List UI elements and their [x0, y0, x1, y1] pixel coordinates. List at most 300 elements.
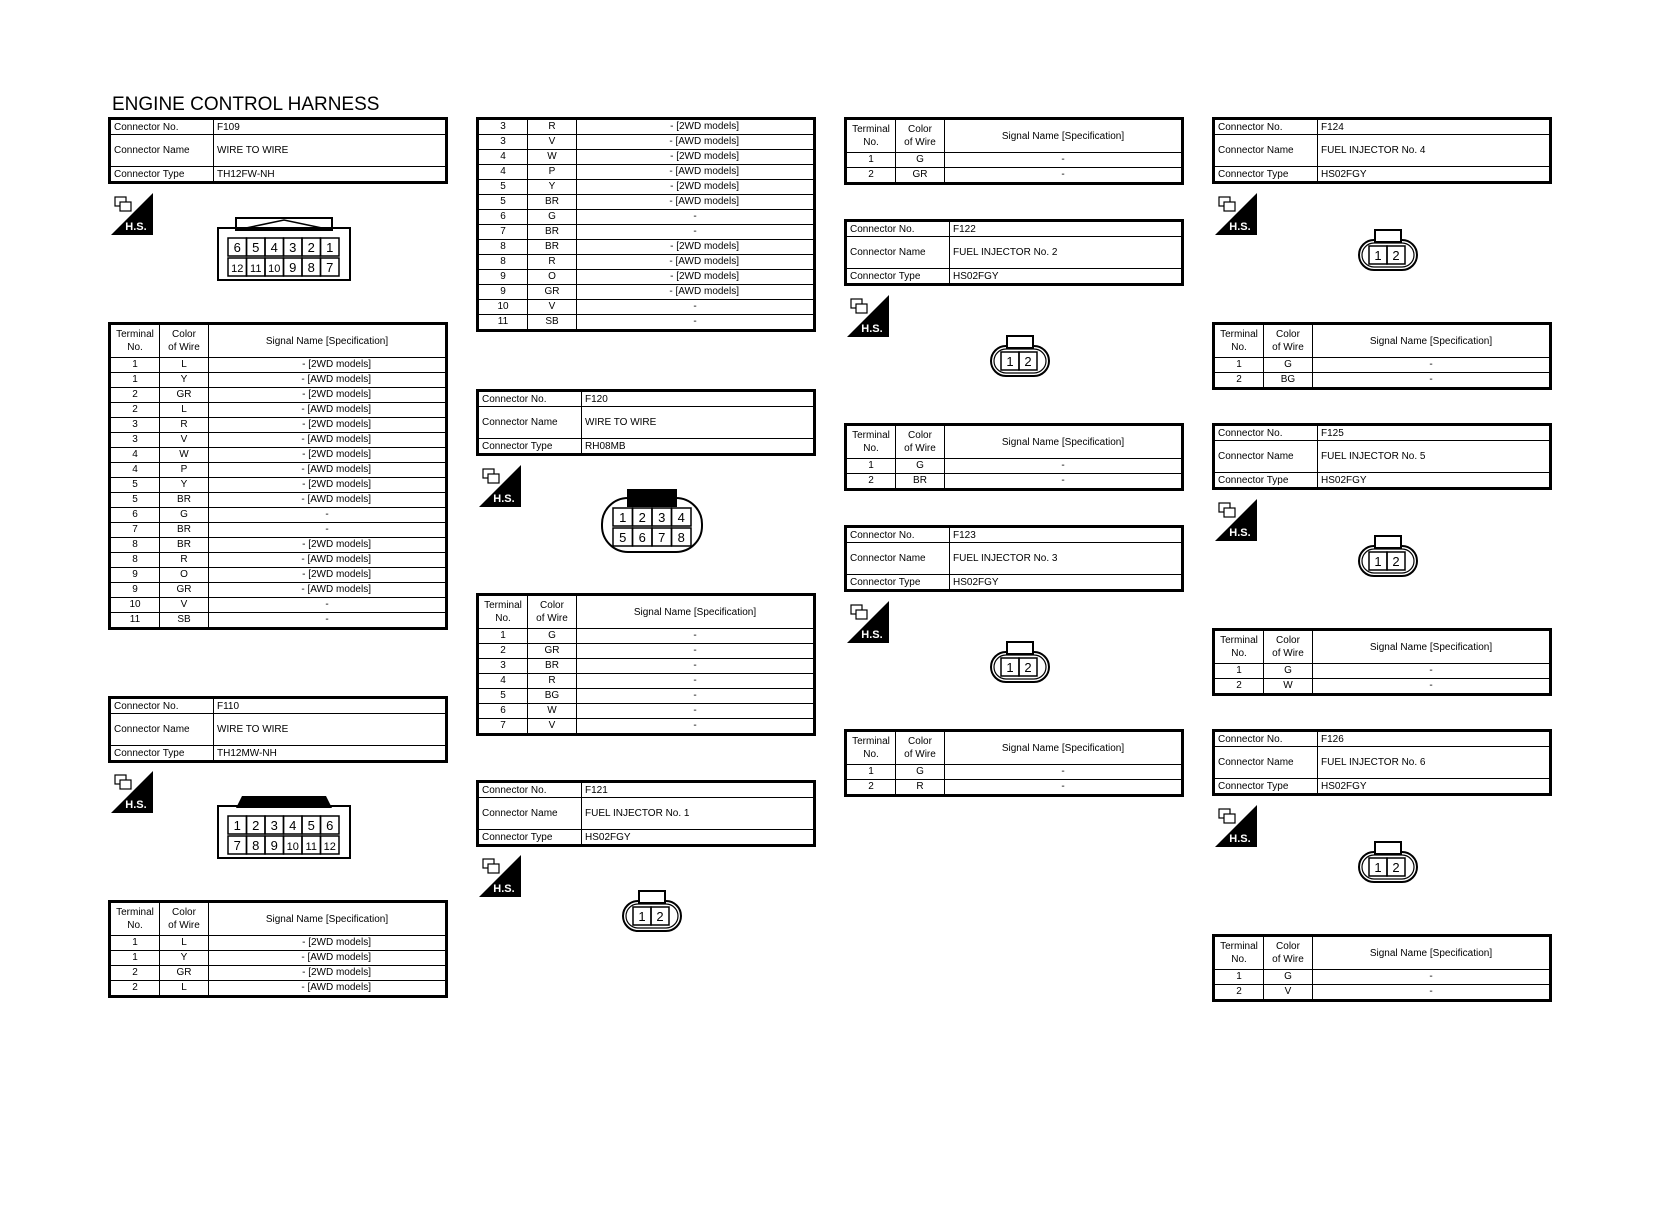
terminal-no-header — [1214, 630, 1264, 664]
terminal-header-line2: No. — [127, 920, 143, 931]
connector-no-row — [478, 782, 815, 798]
pin-number: 2 — [1392, 860, 1400, 875]
connector-no-row — [1214, 425, 1551, 441]
pin-number: 11 — [250, 263, 262, 275]
connector-type-value: HS02FGY — [950, 575, 1183, 591]
pin-number: 8 — [677, 530, 685, 545]
wire-color: L — [160, 358, 209, 373]
hs-label: H.S. — [1229, 833, 1251, 845]
terminal-header-line1: Terminal — [852, 736, 890, 747]
connector-no-value: F125 — [1318, 425, 1551, 441]
terminal-no: 9 — [478, 270, 528, 285]
wire-color: O — [528, 270, 577, 285]
signal-name: - [2WD models] — [577, 150, 815, 165]
wire-color: SB — [160, 613, 209, 629]
connector-name-value: FUEL INJECTOR No. 5 — [1318, 441, 1551, 473]
terminal-no: 9 — [478, 285, 528, 300]
color-of-wire-header — [1264, 324, 1313, 358]
table-row — [846, 168, 1183, 184]
connector-type-value: HS02FGY — [1318, 167, 1551, 183]
table-row — [1214, 373, 1551, 389]
terminal-no: 1 — [1214, 358, 1264, 373]
table-row — [478, 150, 815, 165]
wire-color: O — [160, 568, 209, 583]
connector-name-row — [110, 135, 447, 167]
terminal-no: 7 — [478, 225, 528, 240]
terminal-no-header — [846, 119, 896, 153]
hs-label: H.S. — [125, 799, 147, 811]
color-header-line1: Color — [908, 430, 932, 441]
pin-number: 7 — [658, 530, 666, 545]
signal-name: - — [577, 629, 815, 644]
signal-name: - [2WD models] — [209, 568, 447, 583]
connector-name-row — [846, 237, 1183, 269]
connector-no-row — [478, 391, 815, 407]
connector-face-f123 — [987, 638, 1053, 686]
connector-name-row — [1214, 135, 1551, 167]
table-row — [478, 659, 815, 674]
wire-color: GR — [160, 966, 209, 981]
connector-name-value: WIRE TO WIRE — [214, 714, 447, 746]
signal-name: - [2WD models] — [577, 270, 815, 285]
wire-color: Y — [160, 478, 209, 493]
connector-name-value: FUEL INJECTOR No. 3 — [950, 543, 1183, 575]
signal-name: - — [209, 523, 447, 538]
wire-color: V — [1264, 985, 1313, 1001]
color-header-line2: of Wire — [168, 920, 200, 931]
signal-name-header: Signal Name [Specification] — [945, 425, 1183, 459]
pin-number: 8 — [307, 260, 315, 275]
terminal-no: 1 — [110, 951, 160, 966]
connector-type-row — [1214, 167, 1551, 183]
terminal-header-line1: Terminal — [116, 907, 154, 918]
wire-color: L — [160, 403, 209, 418]
signal-name: - — [209, 598, 447, 613]
connector-name-label: Connector Name — [110, 714, 214, 746]
terminal-no: 1 — [110, 373, 160, 388]
terminal-no-header — [1214, 936, 1264, 970]
pin-number: 4 — [270, 240, 278, 255]
table-row — [110, 598, 447, 613]
table-row — [846, 153, 1183, 168]
table-row — [110, 373, 447, 388]
pin-number: 7 — [233, 838, 241, 853]
table-row — [110, 478, 447, 493]
connector-type-value: TH12FW-NH — [214, 167, 447, 183]
terminal-header-line1: Terminal — [852, 430, 890, 441]
signal-name: - — [577, 225, 815, 240]
connector-no-value: F124 — [1318, 119, 1551, 135]
terminal-header-line2: No. — [1231, 342, 1247, 353]
signal-name: - [2WD models] — [209, 448, 447, 463]
terminal-no: 1 — [846, 153, 896, 168]
wire-color: P — [160, 463, 209, 478]
terminal-no: 2 — [110, 388, 160, 403]
table-row — [110, 358, 447, 373]
signal-name: - — [1313, 985, 1551, 1001]
terminal-no: 11 — [478, 315, 528, 331]
connector-no-value: F110 — [214, 698, 447, 714]
signal-name: - [2WD models] — [577, 119, 815, 135]
terminal-no: 5 — [478, 180, 528, 195]
terminal-no-header — [846, 731, 896, 765]
connector-type-label: Connector Type — [846, 269, 950, 285]
connector-type-value: HS02FGY — [950, 269, 1183, 285]
table-row — [478, 195, 815, 210]
pin-number: 9 — [270, 838, 278, 853]
wire-color: BR — [896, 474, 945, 490]
pin-table-header — [478, 595, 815, 629]
color-header-line2: of Wire — [904, 137, 936, 148]
connector-type-value: HS02FGY — [1318, 779, 1551, 795]
signal-name: - [2WD models] — [577, 180, 815, 195]
pin-number: 2 — [1392, 248, 1400, 263]
terminal-no: 4 — [478, 165, 528, 180]
signal-name: - [AWD models] — [209, 981, 447, 997]
wire-color: Y — [160, 951, 209, 966]
connector-type-row — [846, 269, 1183, 285]
table-row — [110, 463, 447, 478]
connector-no-value: F122 — [950, 221, 1183, 237]
connector-face-f126 — [1355, 838, 1421, 886]
pin-number: 6 — [326, 818, 334, 833]
hs-label: H.S. — [493, 493, 515, 505]
connector-type-label: Connector Type — [1214, 167, 1318, 183]
wire-color: R — [528, 119, 577, 135]
connector-no-row — [110, 698, 447, 714]
wire-color: G — [896, 459, 945, 474]
terminal-no: 8 — [478, 240, 528, 255]
terminal-no: 8 — [110, 538, 160, 553]
pin-number: 6 — [233, 240, 241, 255]
wire-color: W — [528, 704, 577, 719]
wire-color: V — [528, 300, 577, 315]
connector-type-label: Connector Type — [110, 167, 214, 183]
pin-number: 12 — [231, 263, 244, 275]
connector-no-label: Connector No. — [1214, 119, 1318, 135]
color-header-line2: of Wire — [1272, 648, 1304, 659]
pin-table-f122 — [844, 423, 1184, 491]
pin-table-f109 — [108, 322, 448, 630]
pin-table-header — [110, 902, 447, 936]
signal-name: - [2WD models] — [577, 240, 815, 255]
terminal-no: 1 — [846, 459, 896, 474]
connector-no-value: F126 — [1318, 731, 1551, 747]
table-row — [110, 523, 447, 538]
pin-number: 1 — [1006, 660, 1014, 675]
color-of-wire-header — [896, 731, 945, 765]
table-row — [846, 474, 1183, 490]
connector-no-row — [846, 221, 1183, 237]
table-row — [478, 135, 815, 150]
connector-name-label: Connector Name — [1214, 747, 1318, 779]
table-row — [110, 981, 447, 997]
connector-type-label: Connector Type — [110, 746, 214, 762]
signal-name: - — [1313, 679, 1551, 695]
connector-no-value: F120 — [582, 391, 815, 407]
pin-number: 4 — [289, 818, 297, 833]
signal-name: - [AWD models] — [577, 195, 815, 210]
signal-name: - — [577, 689, 815, 704]
pin-number: 3 — [289, 240, 297, 255]
pin-number: 1 — [326, 240, 334, 255]
terminal-no: 10 — [110, 598, 160, 613]
table-row — [478, 644, 815, 659]
pin-number: 5 — [619, 530, 627, 545]
table-row — [110, 433, 447, 448]
terminal-no: 8 — [478, 255, 528, 270]
terminal-header-line2: No. — [127, 342, 143, 353]
terminal-no: 5 — [110, 478, 160, 493]
terminal-no: 1 — [478, 629, 528, 644]
signal-name-header: Signal Name [Specification] — [577, 595, 815, 629]
signal-name: - — [945, 474, 1183, 490]
terminal-header-line2: No. — [863, 749, 879, 760]
signal-name: - [AWD models] — [209, 433, 447, 448]
table-row — [478, 210, 815, 225]
terminal-header-line2: No. — [1231, 954, 1247, 965]
wire-color: BR — [528, 195, 577, 210]
pin-table-f110-continued — [476, 117, 816, 332]
wire-color: P — [528, 165, 577, 180]
wire-color: G — [528, 210, 577, 225]
pin-table-header — [1214, 936, 1551, 970]
pin-number: 10 — [286, 841, 299, 853]
connector-name-value: FUEL INJECTOR No. 6 — [1318, 747, 1551, 779]
connector-type-row — [110, 167, 447, 183]
wire-color: G — [160, 508, 209, 523]
table-row — [1214, 664, 1551, 679]
connector-type-label: Connector Type — [478, 439, 582, 455]
pin-number: 11 — [305, 841, 317, 853]
wire-color: W — [1264, 679, 1313, 695]
hs-icon — [1215, 193, 1257, 235]
connector-name-label: Connector Name — [1214, 441, 1318, 473]
terminal-header-line2: No. — [495, 613, 511, 624]
connector-name-label: Connector Name — [846, 237, 950, 269]
terminal-header-line1: Terminal — [484, 600, 522, 611]
wire-color: GR — [528, 644, 577, 659]
connector-face-f110 — [216, 794, 352, 860]
pin-number: 4 — [677, 510, 685, 525]
pin-number: 1 — [1006, 354, 1014, 369]
table-row — [478, 165, 815, 180]
connector-no-label: Connector No. — [478, 782, 582, 798]
pin-number: 1 — [1374, 554, 1382, 569]
connector-name-row — [478, 798, 815, 830]
table-row — [110, 418, 447, 433]
connector-type-value: RH08MB — [582, 439, 815, 455]
wire-color: BR — [160, 523, 209, 538]
hs-icon — [1215, 805, 1257, 847]
table-row — [478, 240, 815, 255]
pin-number: 2 — [656, 909, 664, 924]
table-row — [110, 538, 447, 553]
wire-color: GR — [160, 583, 209, 598]
pin-number: 7 — [326, 260, 334, 275]
connector-name-label: Connector Name — [846, 543, 950, 575]
signal-name: - [AWD models] — [209, 493, 447, 508]
wire-color: GR — [528, 285, 577, 300]
pin-number: 1 — [1374, 248, 1382, 263]
terminal-header-line1: Terminal — [1220, 941, 1258, 952]
pin-number: 1 — [1374, 860, 1382, 875]
terminal-no: 2 — [846, 780, 896, 796]
table-row — [478, 119, 815, 135]
wire-color: W — [160, 448, 209, 463]
wire-color: G — [1264, 970, 1313, 985]
pin-number: 2 — [638, 510, 646, 525]
terminal-no: 10 — [478, 300, 528, 315]
hs-icon — [111, 193, 153, 235]
signal-name-header: Signal Name [Specification] — [1313, 936, 1551, 970]
connector-name-row — [1214, 441, 1551, 473]
pin-number: 2 — [1024, 354, 1032, 369]
wire-color: Y — [160, 373, 209, 388]
hs-icon — [479, 465, 521, 507]
connector-face-f124 — [1355, 226, 1421, 274]
connector-no-row — [110, 119, 447, 135]
connector-no-label: Connector No. — [1214, 731, 1318, 747]
wire-color: BG — [528, 689, 577, 704]
signal-name: - — [945, 153, 1183, 168]
pin-number: 1 — [638, 909, 646, 924]
table-row — [110, 613, 447, 629]
signal-name: - [2WD models] — [209, 478, 447, 493]
terminal-no-header — [110, 324, 160, 358]
connector-name-label: Connector Name — [110, 135, 214, 167]
terminal-no: 1 — [1214, 970, 1264, 985]
table-row — [478, 255, 815, 270]
pin-number: 9 — [289, 260, 297, 275]
connector-face-f109 — [216, 216, 352, 282]
color-of-wire-header — [528, 595, 577, 629]
table-row — [846, 780, 1183, 796]
connector-type-label: Connector Type — [478, 830, 582, 846]
color-of-wire-header — [896, 425, 945, 459]
connector-info-f121 — [476, 780, 816, 847]
connector-type-row — [846, 575, 1183, 591]
color-of-wire-header — [896, 119, 945, 153]
table-row — [478, 704, 815, 719]
wire-color: G — [896, 153, 945, 168]
pin-number: 2 — [1024, 660, 1032, 675]
table-row — [110, 951, 447, 966]
signal-name: - — [1313, 664, 1551, 679]
connector-face-f122 — [987, 332, 1053, 380]
pin-number: 8 — [252, 838, 260, 853]
terminal-no: 2 — [478, 644, 528, 659]
connector-no-label: Connector No. — [478, 391, 582, 407]
color-header-line1: Color — [172, 907, 196, 918]
hs-icon — [847, 601, 889, 643]
terminal-no: 3 — [478, 659, 528, 674]
signal-name: - — [945, 765, 1183, 780]
wire-color: V — [160, 598, 209, 613]
terminal-header-line1: Terminal — [852, 124, 890, 135]
table-row — [478, 285, 815, 300]
hs-label: H.S. — [1229, 221, 1251, 233]
pin-table-f110 — [108, 900, 448, 998]
wire-color: V — [528, 719, 577, 735]
signal-name: - — [577, 315, 815, 331]
terminal-no: 6 — [478, 704, 528, 719]
terminal-header-line1: Terminal — [1220, 635, 1258, 646]
signal-name: - — [1313, 373, 1551, 389]
signal-name: - [2WD models] — [209, 418, 447, 433]
table-row — [110, 936, 447, 951]
connector-name-value: FUEL INJECTOR No. 2 — [950, 237, 1183, 269]
table-row — [846, 765, 1183, 780]
terminal-no: 2 — [110, 403, 160, 418]
table-row — [1214, 985, 1551, 1001]
wire-color: Y — [528, 180, 577, 195]
terminal-no: 2 — [846, 168, 896, 184]
terminal-no: 9 — [110, 583, 160, 598]
connector-no-label: Connector No. — [846, 527, 950, 543]
connector-no-row — [1214, 731, 1551, 747]
terminal-no: 7 — [478, 719, 528, 735]
connector-no-row — [846, 527, 1183, 543]
signal-name: - — [577, 659, 815, 674]
table-row — [478, 300, 815, 315]
signal-name: - [AWD models] — [209, 403, 447, 418]
table-row — [478, 180, 815, 195]
signal-name-header: Signal Name [Specification] — [1313, 324, 1551, 358]
wire-color: R — [160, 553, 209, 568]
pin-table-f125 — [1212, 628, 1552, 696]
connector-info-f124 — [1212, 117, 1552, 184]
pin-table-header — [846, 425, 1183, 459]
pin-number: 5 — [252, 240, 260, 255]
terminal-no-header — [478, 595, 528, 629]
signal-name: - — [577, 300, 815, 315]
wire-color: R — [528, 674, 577, 689]
pin-number: 10 — [268, 263, 281, 275]
terminal-no: 6 — [478, 210, 528, 225]
connector-type-label: Connector Type — [1214, 473, 1318, 489]
page-title: ENGINE CONTROL HARNESS — [112, 94, 380, 115]
connector-name-label: Connector Name — [1214, 135, 1318, 167]
connector-name-row — [110, 714, 447, 746]
connector-type-label: Connector Type — [846, 575, 950, 591]
terminal-no: 8 — [110, 553, 160, 568]
connector-type-value: TH12MW-NH — [214, 746, 447, 762]
color-header-line2: of Wire — [904, 749, 936, 760]
terminal-no: 2 — [846, 474, 896, 490]
color-header-line2: of Wire — [536, 613, 568, 624]
connector-name-label: Connector Name — [478, 407, 582, 439]
connector-name-value: FUEL INJECTOR No. 4 — [1318, 135, 1551, 167]
signal-name: - [AWD models] — [209, 553, 447, 568]
color-of-wire-header — [1264, 630, 1313, 664]
connector-name-value: WIRE TO WIRE — [582, 407, 815, 439]
connector-name-row — [478, 407, 815, 439]
color-header-line1: Color — [908, 124, 932, 135]
signal-name: - — [577, 719, 815, 735]
signal-name: - [AWD models] — [577, 135, 815, 150]
color-of-wire-header — [160, 902, 209, 936]
connector-face-f120 — [600, 488, 704, 554]
signal-name: - — [945, 168, 1183, 184]
terminal-no: 5 — [478, 689, 528, 704]
connector-type-value: HS02FGY — [582, 830, 815, 846]
hs-label: H.S. — [1229, 527, 1251, 539]
wire-color: W — [528, 150, 577, 165]
color-header-line1: Color — [540, 600, 564, 611]
table-row — [846, 459, 1183, 474]
table-row — [110, 966, 447, 981]
